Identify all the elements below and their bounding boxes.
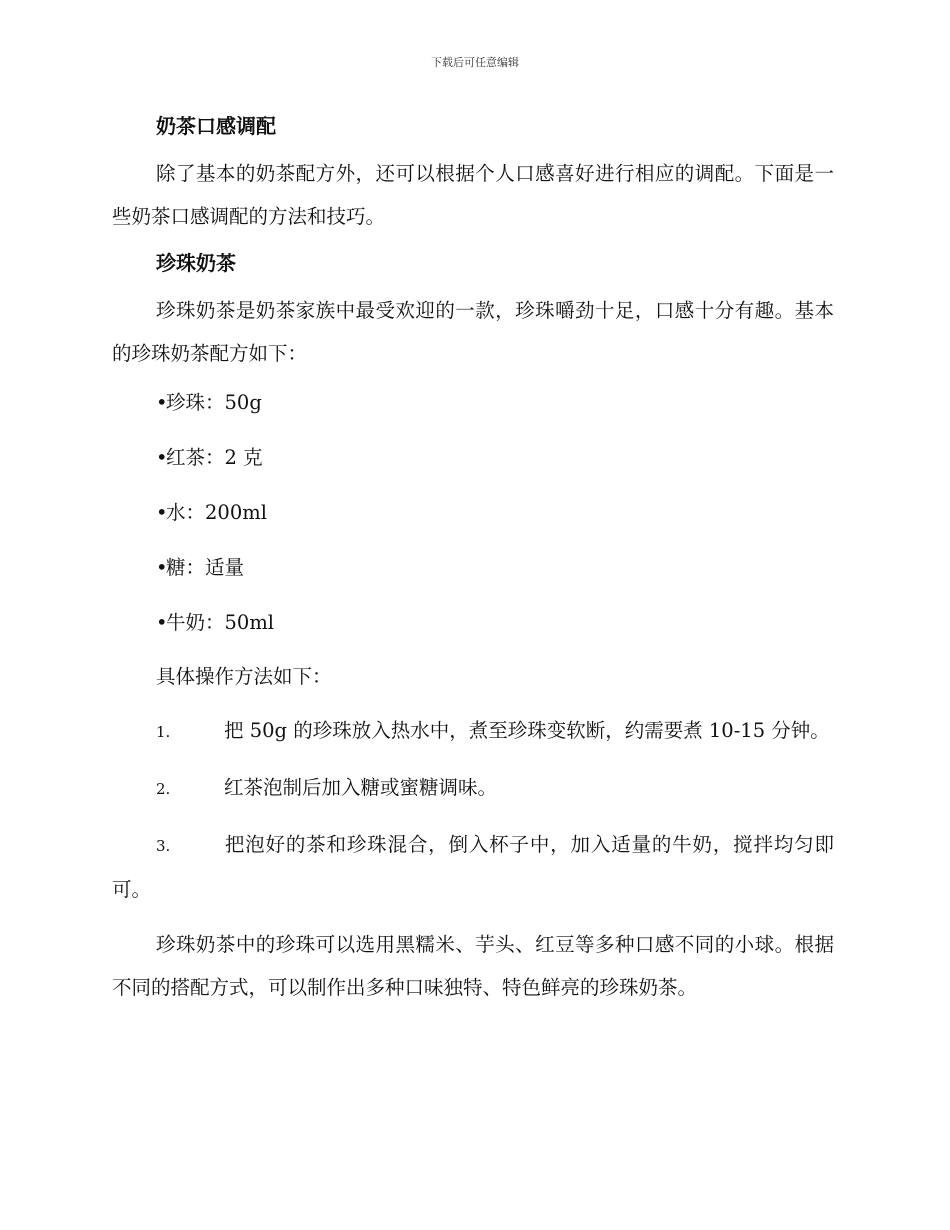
- step-text: 红茶泡制后加入糖或蜜糖调味。: [224, 776, 498, 799]
- step-number: 3.: [156, 837, 171, 855]
- step-number: 2.: [156, 780, 171, 798]
- ingredient-item: [112, 552, 834, 584]
- ingredient-text: 糖：适量: [166, 556, 245, 579]
- heading-pearl-milk-tea: 珍珠奶茶: [156, 251, 236, 275]
- bullet-dot: •: [156, 446, 168, 469]
- ingredient-text: 水：200ml: [166, 501, 267, 524]
- ingredient-text: 珍珠：50g: [166, 391, 262, 414]
- document-body: [112, 110, 834, 1009]
- ingredient-text: 红茶：2 克: [166, 446, 263, 469]
- step-text: 把 50g 的珍珠放入热水中，煮至珍珠变软断，约需要煮 10-15 分钟。: [224, 719, 830, 742]
- pearl-variation-paragraph: 珍珠奶茶中的珍珠可以选用黑糯米、芋头、红豆等多种口感不同的小球。根据不同的搭配方式，可以制作出多种口味独特、特色鲜亮的珍珠奶茶。: [112, 933, 834, 999]
- intro-paragraph: 除了基本的奶茶配方外，还可以根据个人口感喜好进行相应的调配。下面是一些奶茶口感调配的方法和技巧。: [112, 162, 834, 228]
- bullet-dot: •: [156, 556, 168, 579]
- ingredient-text: 牛奶：50ml: [166, 611, 275, 634]
- ingredient-item: [112, 387, 834, 419]
- bullet-dot: •: [156, 611, 168, 634]
- ingredient-item: [112, 607, 834, 639]
- bullet-dot: •: [156, 501, 168, 524]
- heading-milk-tea-taste: 奶茶口感调配: [156, 114, 276, 138]
- page-header: 下载后可任意编辑: [431, 56, 519, 69]
- step-item: [112, 766, 834, 811]
- method-intro: 具体操作方法如下：: [156, 665, 332, 688]
- bullet-dot: •: [156, 391, 168, 414]
- step-text: 把泡好的茶和珍珠混合，倒入杯子中，加入适量的牛奶，搅拌均匀即可。: [112, 833, 834, 901]
- ingredient-item: [112, 442, 834, 474]
- ingredient-item: [112, 497, 834, 529]
- step-item: [112, 823, 834, 911]
- step-item: [112, 709, 834, 754]
- step-number: 1.: [156, 723, 171, 741]
- pearl-description-paragraph: 珍珠奶茶是奶茶家族中最受欢迎的一款，珍珠嚼劲十足，口感十分有趣。基本的珍珠奶茶配方如下：: [112, 299, 834, 365]
